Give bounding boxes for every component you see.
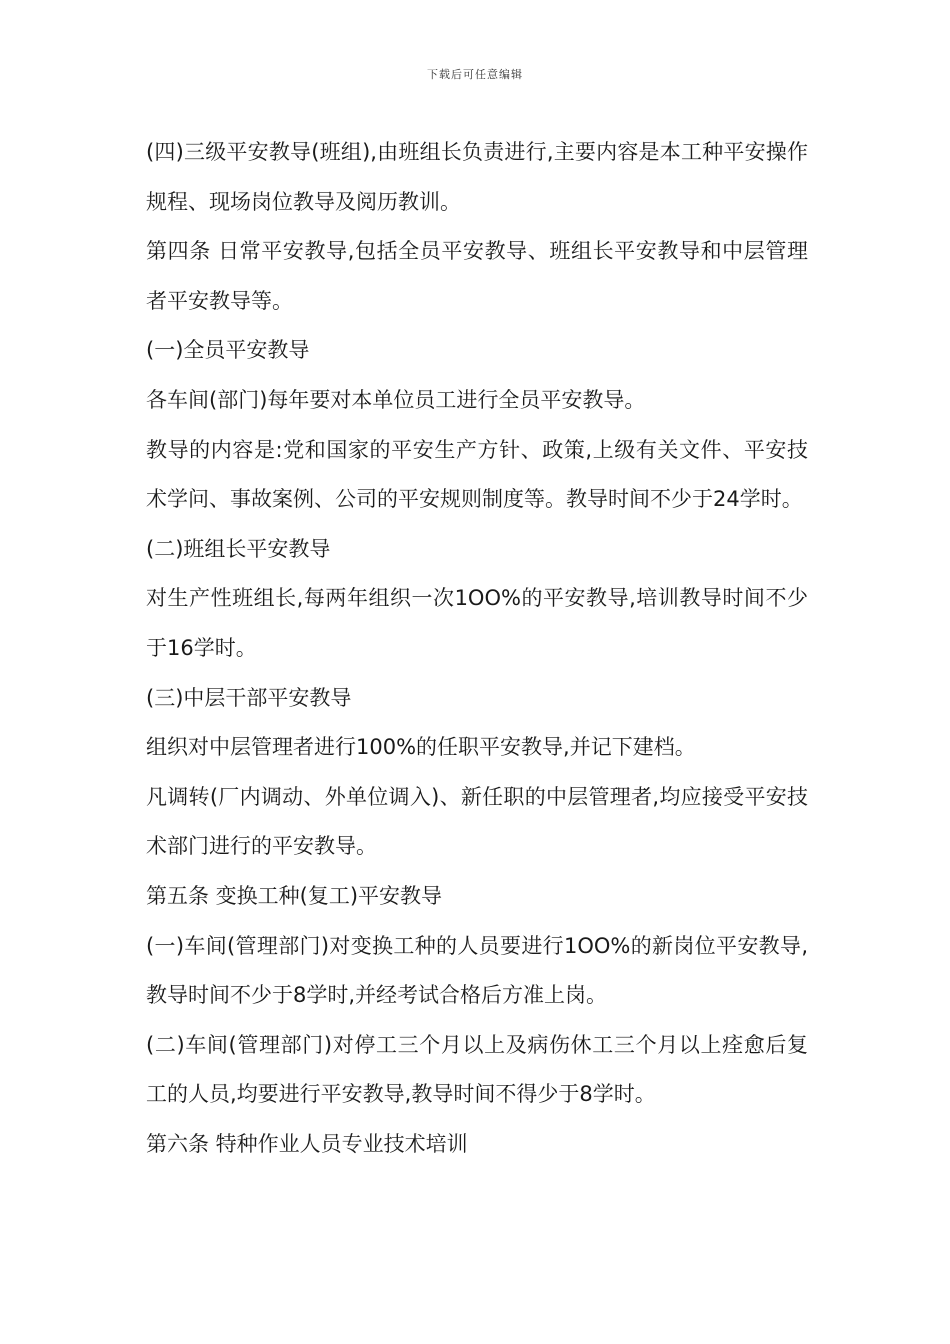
paragraph-education-content: 教导的内容是:党和国家的平安生产方针、政策,上级有关文件、平安技术学问、事故案例、公司的平安规则制度等。教导时间不少于24学时。: [146, 437, 808, 512]
paragraph-return-to-work-education: (二)车间(管理部门)对停工三个月以上及病伤休工三个月以上痊愈后复工的人员,均要进行平安教导,教导时间不得少于8学时。: [146, 1032, 808, 1107]
paragraph-transfer-managers: 凡调转(厂内调动、外单位调入)、新任职的中层管理者,均应接受平安技术部门进行的平安教导。: [146, 784, 808, 859]
document-body: [146, 128, 808, 1169]
paragraph-all-staff-heading: (一)全员平安教导: [146, 338, 310, 363]
paragraph-job-change-education: (一)车间(管理部门)对变换工种的人员要进行1OO%的新岗位平安教导,教导时间不少于8学时,并经考试合格后方准上岗。: [146, 933, 808, 1008]
paragraph-middle-manager-training: 组织对中层管理者进行100%的任职平安教导,并记下建档。: [146, 735, 696, 760]
paragraph-level-three-education: (四)三级平安教导(班组),由班组长负责进行,主要内容是本工种平安操作规程、现场岗位教导及阅历教训。: [146, 140, 808, 214]
paragraph-middle-manager-heading: (三)中层干部平安教导: [146, 685, 352, 710]
paragraph-team-leader-training: 对生产性班组长,每两年组织一次1OO%的平安教导,培训教导时间不少于16学时。: [146, 586, 808, 660]
paragraph-article-five: 第五条 变换工种(复工)平安教导: [146, 883, 443, 908]
paragraph-article-four: 第四条 日常平安教导,包括全员平安教导、班组长平安教导和中层管理者平安教导等。: [146, 239, 808, 313]
paragraph-team-leader-heading: (二)班组长平安教导: [146, 536, 331, 561]
paragraph-article-six: 第六条 特种作业人员专业技术培训: [146, 1131, 468, 1156]
paragraph-all-staff-annual: 各车间(部门)每年要对本单位员工进行全员平安教导。: [146, 387, 646, 412]
page-header: 下载后可任意编辑: [427, 68, 523, 81]
